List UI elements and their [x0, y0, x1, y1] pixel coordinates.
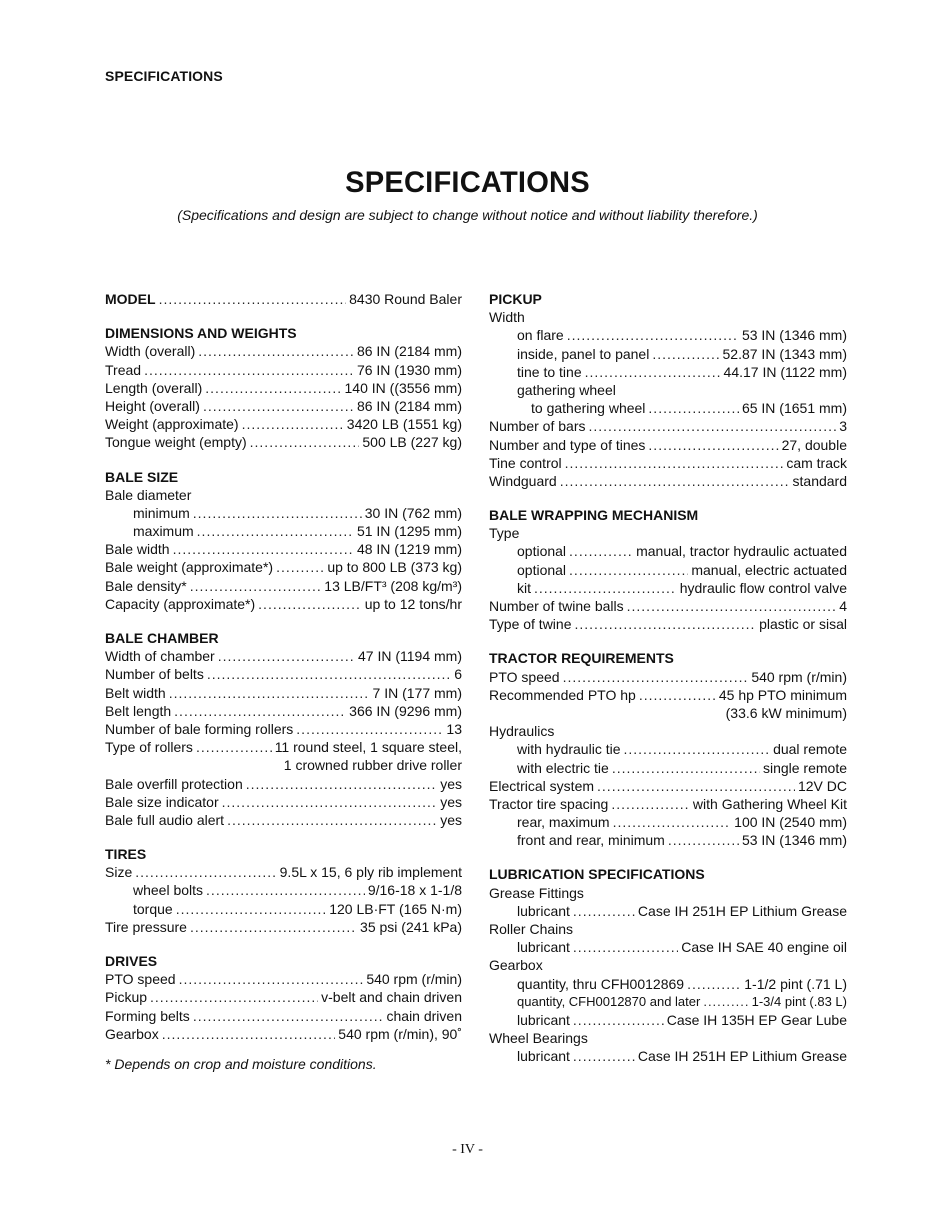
spec-row: Tread ..... 76 IN (1930 mm) [105, 361, 462, 379]
spec-row: with hydraulic tie ..... dual remote [489, 740, 847, 758]
spec-row: Bale weight (approximate*) ..... up to 800 LB (373 kg) [105, 558, 462, 576]
spec-row: Gearbox ..... 540 rpm (r/min), 90˚ [105, 1025, 462, 1043]
spec-row: Width (overall) ..... 86 IN (2184 mm) [105, 342, 462, 360]
spec-subheading: Hydraulics [489, 723, 555, 740]
spec-row: Belt width ..... 7 IN (177 mm) [105, 684, 462, 702]
spec-row: Number and type of tines ..... 27, double [489, 436, 847, 454]
section-heading-pickup: PICKUP [489, 291, 542, 307]
spec-row: Tongue weight (empty) ..... 500 LB (227 kg) [105, 433, 462, 451]
spec-row: Belt length ..... 366 IN (9296 mm) [105, 702, 462, 720]
spec-row: Bale density* ..... 13 LB/FT³ (208 kg/m³) [105, 577, 462, 595]
spec-row: lubricant ..... Case IH SAE 40 engine oil [489, 938, 847, 956]
spec-row: Forming belts ..... chain driven [105, 1007, 462, 1025]
spec-row: to gathering wheel ..... 65 IN (1651 mm) [489, 399, 847, 417]
spec-row: lubricant ..... Case IH 135H EP Gear Lube [489, 1011, 847, 1029]
spec-subheading: Bale diameter [105, 486, 192, 503]
spec-row: maximum ..... 51 IN (1295 mm) [105, 522, 462, 540]
spec-row: torque ..... 120 LB·FT (165 N·m) [105, 900, 462, 918]
spec-row: lubricant ..... Case IH 251H EP Lithium Grease [489, 1047, 847, 1065]
spec-row: kit ..... hydraulic flow control valve [489, 579, 847, 597]
spec-row: Pickup ..... v-belt and chain driven [105, 988, 462, 1006]
spec-row: Tine control ..... cam track [489, 454, 847, 472]
spec-row: Bale size indicator ..... yes [105, 793, 462, 811]
spec-row: Length (overall) ..... 140 IN ((3556 mm) [105, 379, 462, 397]
spec-row: Height (overall) ..... 86 IN (2184 mm) [105, 397, 462, 415]
spec-subheading: Wheel Bearings [489, 1030, 588, 1047]
spec-row: Bale overfill protection ..... yes [105, 775, 462, 793]
spec-row: wheel bolts ..... 9/16-18 x 1-1/8 [105, 881, 462, 899]
section-heading-lubrication: LUBRICATION SPECIFICATIONS [489, 866, 705, 883]
spec-row: quantity, CFH0012870 and later ..... 1-3/4 pint (.83 L) [489, 993, 847, 1011]
spec-row: quantity, thru CFH0012869 ..... 1-1/2 pint (.71 L) [489, 975, 847, 993]
spec-row-continuation: (33.6 kW minimum) [725, 704, 847, 721]
spec-label: MODEL [105, 291, 156, 307]
spec-row: PTO speed ..... 540 rpm (r/min) [489, 668, 847, 686]
spec-row: Windguard ..... standard [489, 472, 847, 490]
section-heading-tires: TIRES [105, 846, 147, 863]
page-number: - IV - [452, 1142, 483, 1157]
spec-row: rear, maximum ..... 100 IN (2540 mm) [489, 813, 847, 831]
spec-subheading: Type [489, 525, 520, 542]
spec-row: tine to tine ..... 44.17 IN (1122 mm) [489, 363, 847, 381]
spec-row: Width of chamber ..... 47 IN (1194 mm) [105, 647, 462, 665]
spec-row: with electric tie ..... single remote [489, 759, 847, 777]
spec-row: minimum ..... 30 IN (762 mm) [105, 504, 462, 522]
spec-row: inside, panel to panel ..... 52.87 IN (1343 mm) [489, 345, 847, 363]
footnote: * Depends on crop and moisture conditions. [105, 1055, 377, 1072]
spec-row: optional ..... manual, electric actuated [489, 561, 847, 579]
running-header: SPECIFICATIONS [105, 68, 223, 84]
spec-row: Capacity (approximate*) ..... up to 12 tons/hr [105, 595, 462, 613]
section-heading-dimensions: DIMENSIONS AND WEIGHTS [105, 325, 297, 342]
spec-row: on flare ..... 53 IN (1346 mm) [489, 326, 847, 344]
section-heading-bale-size: BALE SIZE [105, 468, 179, 485]
spec-row: front and rear, minimum ..... 53 IN (1346 mm) [489, 831, 847, 849]
spec-row: Type of twine ..... plastic or sisal [489, 615, 847, 633]
spec-row: Recommended PTO hp ..... 45 hp PTO minimum [489, 686, 847, 704]
section-heading-bale-chamber: BALE CHAMBER [105, 630, 219, 646]
spec-row: PTO speed ..... 540 rpm (r/min) [105, 970, 462, 988]
spec-row: Bale width ..... 48 IN (1219 mm) [105, 540, 462, 558]
page-title: SPECIFICATIONS [345, 166, 590, 199]
spec-subheading: gathering wheel [517, 381, 616, 398]
spec-row: Number of belts ..... 6 [105, 665, 462, 683]
spec-subheading: Grease Fittings [489, 884, 584, 901]
spec-row: Number of twine balls ..... 4 [489, 597, 847, 615]
section-heading-drives: DRIVES [105, 953, 158, 969]
section-heading-wrapping: BALE WRAPPING MECHANISM [489, 507, 699, 524]
spec-row: Number of bars ..... 3 [489, 417, 847, 435]
spec-row: optional ..... manual, tractor hydraulic actuated [489, 542, 847, 560]
spec-row: Weight (approximate) ..... 3420 LB (1551 kg) [105, 415, 462, 433]
spec-row: Tire pressure ..... 35 psi (241 kPa) [105, 918, 462, 936]
spec-subheading: Gearbox [489, 957, 543, 974]
spec-subheading: Roller Chains [489, 921, 574, 937]
spec-row: Electrical system ..... 12V DC [489, 777, 847, 795]
spec-row: Tractor tire spacing ..... with Gathering Wheel Kit [489, 795, 847, 813]
spec-row-model [105, 290, 462, 308]
spec-row: lubricant ..... Case IH 251H EP Lithium Grease [489, 902, 847, 920]
spec-row: Number of bale forming rollers ..... 13 [105, 720, 462, 738]
left-column [105, 290, 462, 1073]
spec-row-continuation: 1 crowned rubber drive roller [283, 757, 462, 774]
spec-subheading: Width [489, 309, 525, 326]
spec-row: Bale full audio alert ..... yes [105, 811, 462, 829]
section-heading-tractor: TRACTOR REQUIREMENTS [489, 650, 674, 667]
spec-row: Type of rollers ..... 11 round steel, 1 square steel, [105, 738, 462, 756]
spec-value: 8430 Round Baler [349, 291, 462, 307]
right-column [489, 290, 847, 1066]
spec-row: Size ..... 9.5L x 15, 6 ply rib implement [105, 863, 462, 881]
page-subtitle: (Specifications and design are subject to change without notice and without liability therefore.) [177, 207, 758, 223]
